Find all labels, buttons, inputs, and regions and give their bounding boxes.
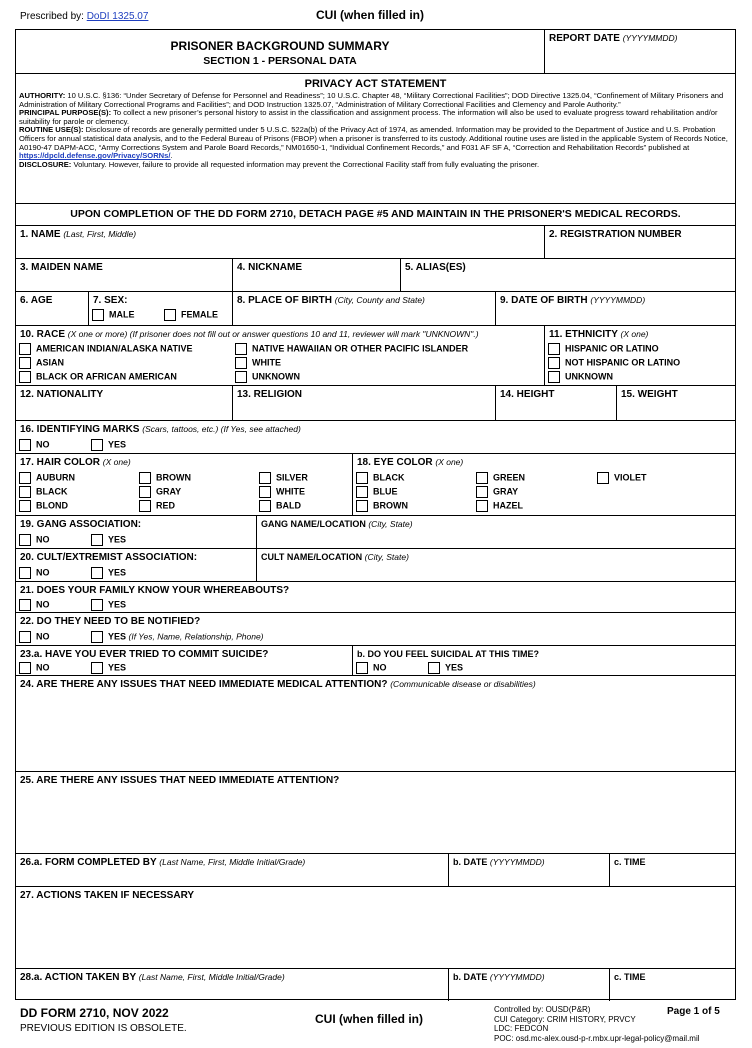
religion-field[interactable]: 13. RELIGION	[232, 386, 495, 420]
family-whereabouts-row: 21. DOES YOUR FAMILY KNOW YOUR WHEREABOUTS? NO YES	[16, 582, 735, 613]
ethnicity-field: 11. ETHNICITY (X one) HISPANIC OR LATINO NOT HISPANIC OR LATINO UNKNOWN	[544, 326, 737, 385]
suicide-no-option[interactable]: NO	[19, 662, 50, 674]
race-option-asian[interactable]: ASIAN	[19, 357, 64, 369]
prescribed-by: Prescribed by: DoDI 1325.07	[20, 11, 149, 22]
form-title: PRISONER BACKGROUND SUMMARY	[170, 39, 390, 53]
sorn-link[interactable]: https://dpcld.defense.gov/Privacy/SORNs/	[19, 151, 171, 161]
privacy-text: AUTHORITY: 10 U.S.C. §136: “Under Secretary of Defense for Personnel and Readiness”; 10 U.S.C. Chapter 48, “Military Correctional Facilities”; DOD Directive 1325.04, “Confinement of Military Prisoners and Administration of Military Correctional Programs and Facilities”; and DOD Instruction 1325.07, “Administration of Military Correctional Facilities and Clemency and Parole Authority.” PRINCIPAL PURPOSE(S): To collect a new prisoner’s personal history to assist in the classification and assignment process. The information will also be used to evaluate progress toward rehabilitation and/or suitability for parole or clemency. ROUTINE USE(S): Disclosure of records are generally permitted under 5 U.S.C. 522a(b) of the Privacy Act of 1974, as amended. Information may be provided to the Department of Justice and U.S. Probation Officers for annual statistical data analysis, and to the Federal Bureau of Prisons (FBOP) when a prisoner is transferred to its custody. Additional routine uses are listed in the applicable System of Records Notice, A0190-47 DAPM-ACC, “Army Corrections System and Parole Board Records,” NM01650-1, “Individual Confinement Records,” and F031 AF SF A, “Correction and Rehabilitation Records” published at https://dpcld.defense.gov/Privacy/SORNs/. DISCLOSURE: Voluntary. However, failure to provide all requested information may prevent the Correctional Facility staff from fully evaluating the prisoner.	[19, 91, 728, 169]
footer	[15, 1002, 736, 1048]
form-id: DD FORM 2710, NOV 2022	[20, 1006, 169, 1020]
cult-association-field: 20. CULT/EXTREMIST ASSOCIATION: NO YES	[20, 552, 198, 578]
eye-option-violet[interactable]: VIOLET	[597, 472, 647, 484]
notice-row	[16, 204, 735, 226]
hair-option-gray[interactable]: GRAY	[139, 486, 181, 498]
height-field[interactable]: 14. HEIGHT	[495, 386, 616, 420]
race-option-nhpi[interactable]: NATIVE HAWAIIAN OR OTHER PACIFIC ISLANDER	[235, 343, 468, 355]
nickname-field[interactable]: 4. NICKNAME	[232, 259, 400, 291]
race-option-unknown[interactable]: UNKNOWN	[235, 371, 300, 383]
race-option-aian[interactable]: AMERICAN INDIAN/ALASKA NATIVE	[19, 343, 193, 355]
section-title: SECTION 1 - PERSONAL DATA	[203, 55, 357, 67]
eye-option-black[interactable]: BLACK	[356, 472, 405, 484]
hair-option-black[interactable]: BLACK	[19, 486, 68, 498]
hair-option-bald[interactable]: BALD	[259, 500, 301, 512]
action-date-field[interactable]: b. DATE (YYYYMMDD)	[448, 969, 609, 1001]
eye-option-blue[interactable]: BLUE	[356, 486, 398, 498]
suicidal-now-field: b. DO YOU FEEL SUICIDAL AT THIS TIME? NO YES	[352, 646, 737, 675]
title-row	[16, 30, 735, 74]
eye-color-field: 18. EYE COLOR (X one) BLACK BLUE BROWN GREEN GRAY HAZEL VIOLET	[352, 454, 737, 515]
sex-male-option[interactable]: MALE	[92, 309, 135, 321]
medical-records-notice: UPON COMPLETION OF THE DD FORM 2710, DETACH PAGE #5 AND MAINTAIN IN THE PRISONER'S MEDICAL RECORDS.	[70, 208, 681, 220]
female-checkbox[interactable]	[164, 309, 176, 321]
age-field[interactable]: 6. AGE	[20, 295, 53, 306]
sex-female-option[interactable]: FEMALE	[164, 309, 218, 321]
ethnicity-option-unknown[interactable]: UNKNOWN	[548, 371, 613, 383]
suicide-attempt-field: 23.a. HAVE YOU EVER TRIED TO COMMIT SUICIDE? NO YES	[20, 649, 269, 673]
ethnicity-option-hispanic[interactable]: HISPANIC OR LATINO	[548, 343, 659, 355]
cult-yes-option[interactable]: YES	[91, 567, 126, 579]
marks-yes-option[interactable]: YES	[91, 439, 126, 451]
ethnicity-option-not-hispanic[interactable]: NOT HISPANIC OR LATINO	[548, 357, 680, 369]
nationality-field[interactable]: 12. NATIONALITY	[20, 389, 104, 400]
registration-field[interactable]: 2. REGISTRATION NUMBER	[544, 226, 737, 258]
dob-field[interactable]: 9. DATE OF BIRTH (YYYYMMDD)	[495, 292, 737, 325]
cult-no-option[interactable]: NO	[19, 567, 50, 579]
sex-field: 7. SEX: MALE FEMALE	[88, 292, 232, 325]
immediate-attention-field[interactable]: 25. ARE THERE ANY ISSUES THAT NEED IMMEDIATE ATTENTION?	[16, 772, 735, 854]
race-option-black[interactable]: BLACK OR AFRICAN AMERICAN	[19, 371, 177, 383]
actions-taken-field[interactable]: 27. ACTIONS TAKEN IF NECESSARY	[16, 887, 735, 969]
notify-yes-option[interactable]: YES (If Yes, Name, Relationship, Phone)	[91, 631, 264, 643]
notification-row: 22. DO THEY NEED TO BE NOTIFIED? NO YES (If Yes, Name, Relationship, Phone)	[16, 613, 735, 646]
action-taken-by-field[interactable]: 28.a. ACTION TAKEN BY (Last Name, First, Middle Initial/Grade)	[20, 972, 285, 983]
marks-no-option[interactable]: NO	[19, 439, 50, 451]
report-date-field[interactable]: REPORT DATE (YYYYMMDD)	[544, 30, 737, 73]
completed-date-field[interactable]: b. DATE (YYYYMMDD)	[448, 854, 609, 886]
form-body	[15, 29, 736, 1000]
medical-attention-field[interactable]: 24. ARE THERE ANY ISSUES THAT NEED IMMEDIATE MEDICAL ATTENTION? (Communicable disease or disabilities)	[16, 676, 735, 772]
male-checkbox[interactable]	[92, 309, 104, 321]
hair-option-blond[interactable]: BLOND	[19, 500, 68, 512]
action-time-field[interactable]: c. TIME	[609, 969, 737, 1001]
family-no-option[interactable]: NO	[19, 599, 50, 611]
hair-option-silver[interactable]: SILVER	[259, 472, 308, 484]
top-bar	[20, 8, 732, 26]
gang-yes-option[interactable]: YES	[91, 534, 126, 546]
cui-banner-bottom: CUI (when filled in)	[315, 1012, 423, 1026]
alias-field[interactable]: 5. ALIAS(ES)	[400, 259, 737, 291]
gang-location-field[interactable]: GANG NAME/LOCATION (City, State)	[256, 516, 737, 548]
hair-option-brown[interactable]: BROWN	[139, 472, 191, 484]
family-yes-option[interactable]: YES	[91, 599, 126, 611]
cui-banner-top: CUI (when filled in)	[316, 8, 424, 22]
eye-option-brown[interactable]: BROWN	[356, 500, 408, 512]
gang-no-option[interactable]: NO	[19, 534, 50, 546]
maiden-name-field[interactable]: 3. MAIDEN NAME	[20, 262, 103, 273]
race-field: 10. RACE (X one or more) (If prisoner does not fill out or answer questions 10 and 11, reviewer will mark "UNKNOWN".) AMERICAN INDIAN/ALASKA NATIVE ASIAN BLACK OR AFRICAN AMERICAN NATIVE HAWAIIAN OR OTHER PACIFIC ISLANDER WHITE UNKNOWN	[20, 329, 479, 382]
dodi-link[interactable]: DoDI 1325.07	[86, 11, 149, 22]
obsolete-note: PREVIOUS EDITION IS OBSOLETE.	[20, 1023, 187, 1034]
identifying-marks-row: 16. IDENTIFYING MARKS (Scars, tattoos, etc.) (If Yes, see attached) NO YES	[16, 421, 735, 454]
name-field[interactable]: 1. NAME (Last, First, Middle)	[20, 229, 137, 240]
completed-by-field[interactable]: 26.a. FORM COMPLETED BY (Last Name, First, Middle Initial/Grade)	[20, 857, 306, 868]
cult-location-field[interactable]: CULT NAME/LOCATION (City, State)	[256, 549, 737, 581]
suicidal-no-option[interactable]: NO	[356, 662, 387, 674]
birthplace-field[interactable]: 8. PLACE OF BIRTH (City, County and State)	[232, 292, 495, 325]
eye-option-hazel[interactable]: HAZEL	[476, 500, 523, 512]
page-number: Page 1 of 5	[667, 1006, 720, 1017]
eye-option-gray[interactable]: GRAY	[476, 486, 518, 498]
hair-option-white[interactable]: WHITE	[259, 486, 305, 498]
hair-option-auburn[interactable]: AUBURN	[19, 472, 75, 484]
race-option-white[interactable]: WHITE	[235, 357, 281, 369]
eye-option-green[interactable]: GREEN	[476, 472, 525, 484]
notify-no-option[interactable]: NO	[19, 631, 50, 643]
weight-field[interactable]: 15. WEIGHT	[616, 386, 737, 420]
suicide-yes-option[interactable]: YES	[91, 662, 126, 674]
suicidal-yes-option[interactable]: YES	[428, 662, 463, 674]
hair-color-field: 17. HAIR COLOR (X one) AUBURN BLACK BLOND BROWN GRAY RED SILVER WHITE BALD	[20, 457, 308, 511]
completed-time-field[interactable]: c. TIME	[609, 854, 737, 886]
hair-option-red[interactable]: RED	[139, 500, 175, 512]
privacy-heading: PRIVACY ACT STATEMENT	[304, 78, 447, 90]
cui-block: Controlled by: OUSD(P&R) CUI Category: CRIM HISTORY, PRVCY LDC: FEDCON POC: osd.mc-alex.ousd-p-r.mbx.upr-legal-policy@mail.mil	[494, 1005, 700, 1043]
gang-association-field: 19. GANG ASSOCIATION: NO YES	[20, 519, 142, 545]
